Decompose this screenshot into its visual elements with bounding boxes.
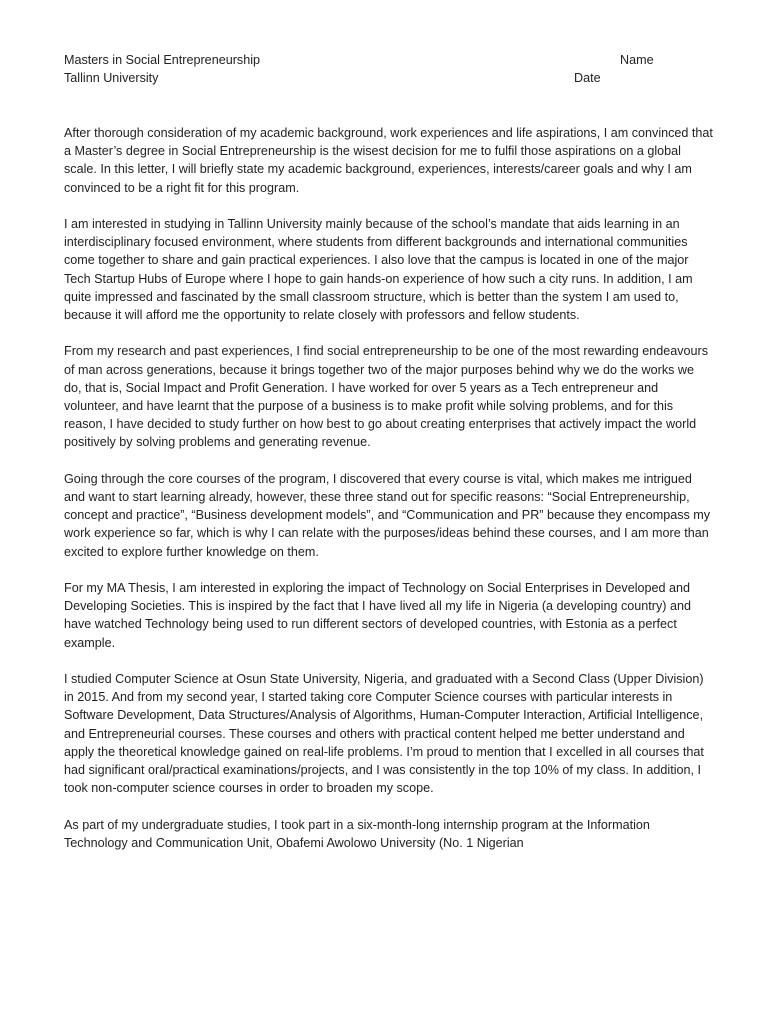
university-name: Tallinn University (64, 71, 159, 85)
program-title: Masters in Social Entrepreneurship (64, 53, 260, 67)
paragraph-ma-thesis: For my MA Thesis, I am interested in exploring the impact of Technology on Social Enterprises in Developed and Developing Societies. This is inspired by the fact that I have lived all my life in Nigeria (a developing country) and have watched Technology being used to run different sectors of developed countries, with Estonia as a perfect example. (64, 581, 691, 650)
paragraph-intro: After thorough consideration of my academic background, work experiences and life aspirations, I am convinced that a Master’s degree in Social Entrepreneurship is the wisest decision for me to fulfil those aspirations on a global scale. In this letter, I will briefly state my academic background, experiences, interests/career goals and why I am convinced to be a right fit for this program. (64, 126, 713, 195)
paragraph-why-tallinn: I am interested in studying in Tallinn University mainly because of the school’s mandate that aids learning in an interdisciplinary focused environment, where students from different backgrounds and international communities come together to share and gain practical experiences. I also love that the campus is located in one of the major Tech Startup Hubs of Europe where I hope to gain hands-on experience of how such a city runs. In addition, I am quite impressed and fascinated by the small classroom structure, which is better than the system I am used to, because it will afford me the opportunity to relate closely with professors and fellow students. (64, 217, 693, 323)
paragraph-core-courses: Going through the core courses of the program, I discovered that every course is vital, which makes me intrigued and want to start learning already, however, these three stand out for specific reasons: “Social Entrepreneurship, concept and practice”, “Business development models”, and “Communication and PR” because they encompass my work experience so far, which is why I can relate with the purposes/ideas behind these courses, and I am more than excited to explore further knowledge on them. (64, 471, 711, 559)
paragraph-academic-background: I studied Computer Science at Osun State University, Nigeria, and graduated with a Second Class (Upper Division) in 2015. And from my second year, I started taking core Computer Science courses with particular interests in Software Development, Data Structures/Analysis of Algorithms, Human-Computer Interaction, Artificial Intelligence, and Entrepreneurial courses. These courses and others with practical content helped me better understand and apply the theoretical knowledge gained on real-life problems. I’m proud to mention that I excelled in all courses that had significant oral/practical examinations/projects, and I was consistently in the top 10% of my class. In addition, I took non-computer science courses in order to broaden my scope. (64, 672, 704, 796)
letter-body (64, 124, 714, 870)
header-row-1 (64, 51, 704, 69)
header-row-2 (64, 69, 704, 87)
date-label: Date (574, 71, 601, 85)
name-label: Name (620, 53, 654, 67)
letter-header (64, 51, 704, 87)
paragraph-social-entrepreneurship: From my research and past experiences, I find social entrepreneurship to be one of the most rewarding endeavours of man across generations, because it brings together two of the major purposes behind why we do the works we do, that is, Social Impact and Profit Generation. I have worked for over 5 years as a Tech entrepreneur and volunteer, and have learnt that the purpose of a business is to make profit while solving problems, and for this reason, I have decided to study further on how best to go about creating enterprises that actively impact the world positively by solving problems and generating revenue. (64, 344, 709, 450)
paragraph-internship: As part of my undergraduate studies, I took part in a six-month-long internship program at the Information Technology and Communication Unit, Obafemi Awolowo University (No. 1 Nigerian (64, 817, 650, 850)
